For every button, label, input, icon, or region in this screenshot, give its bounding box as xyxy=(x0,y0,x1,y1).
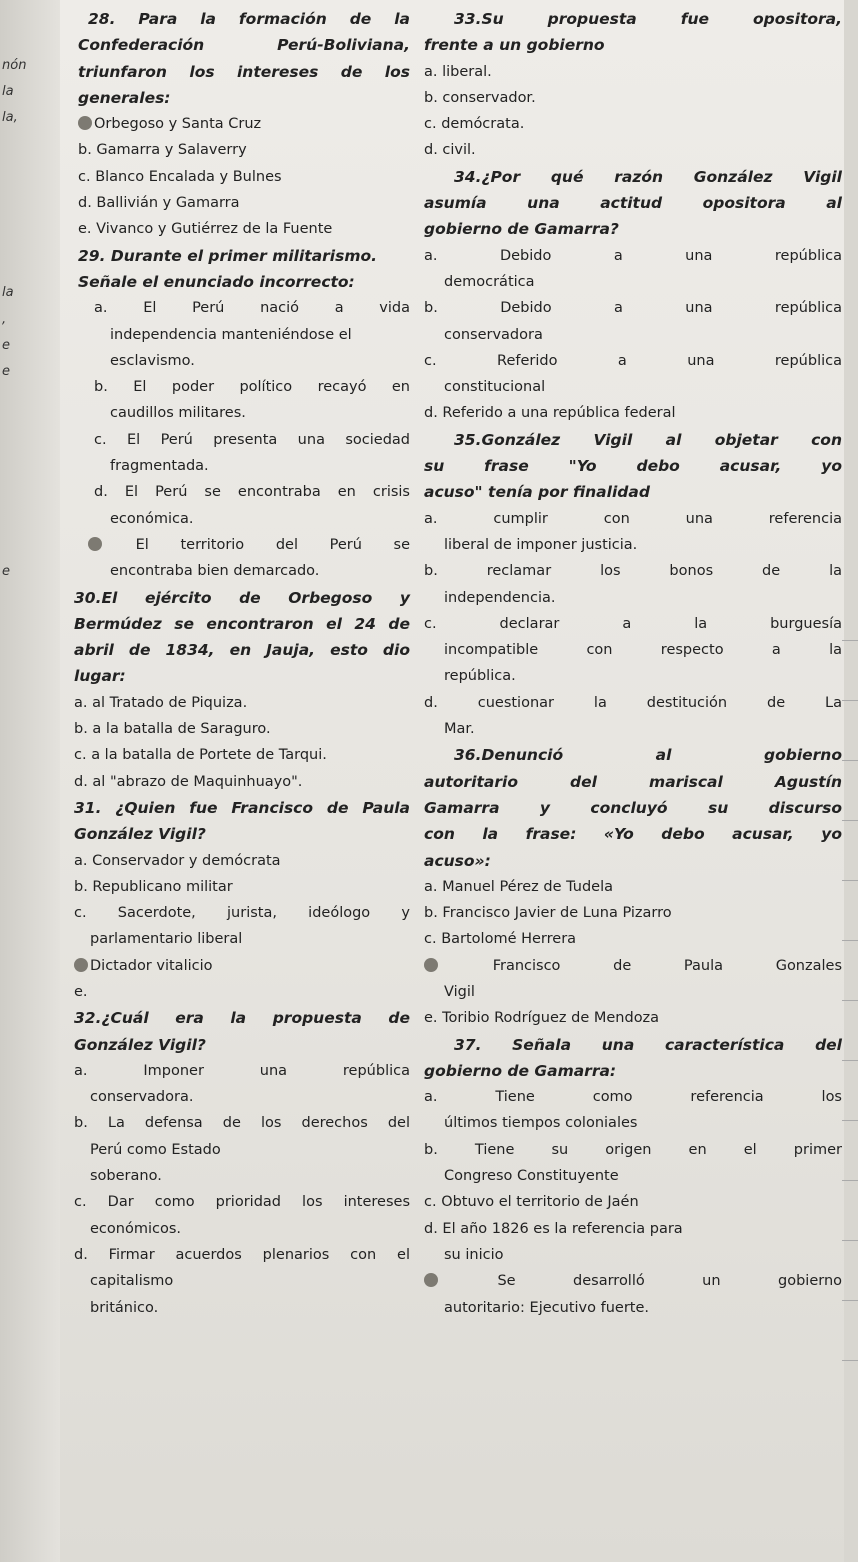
answer-option-c[interactable]: c. Blanco Encalada y Bulnes xyxy=(78,168,282,185)
right-page-margin xyxy=(844,0,858,1562)
answer-option-a[interactable]: a. Conservador y demócrata xyxy=(74,852,281,869)
question-text: 36.Denunció al gobierno xyxy=(454,746,842,765)
question-text: gobierno de Gamarra? xyxy=(424,220,619,239)
question-text: acuso" tenía por finalidad xyxy=(424,483,650,502)
question-text: 29. Durante el primer militarismo. xyxy=(78,246,378,265)
answer-option-e[interactable]: Se desarrolló un gobierno autoritario: Ejecutivo fuerte. xyxy=(424,1268,842,1321)
edge-fragment: e xyxy=(2,564,10,579)
question-35 xyxy=(424,427,842,743)
question-text: 28. Para la formación de la xyxy=(88,10,410,28)
answer-option-d[interactable]: d. Referido a una república federal xyxy=(424,405,676,422)
question-text: acuso»: xyxy=(424,851,491,870)
answer-option-c[interactable]: c. a la batalla de Portete de Tarqui. xyxy=(74,747,327,764)
left-column xyxy=(58,6,410,1321)
answer-option-e[interactable]: e. Vivanco y Gutiérrez de la Fuente xyxy=(78,221,333,238)
question-text: con la frase: «Yo debo acusar, yo xyxy=(424,825,842,844)
selected-mark-icon xyxy=(88,537,102,551)
answer-option-b[interactable]: b. Tiene su origen en el primer Congreso Constituyente xyxy=(424,1141,842,1185)
selected-mark-icon xyxy=(74,958,88,972)
question-text: 32.¿Cuál era la propuesta de xyxy=(74,1009,410,1028)
answer-option-c[interactable]: c. Sacerdote, jurista, ideólogo y parlamentario liberal xyxy=(74,905,410,948)
question-28 xyxy=(58,6,410,243)
edge-fragment: la, xyxy=(2,110,18,125)
answer-option-b[interactable]: b. Gamarra y Salaverry xyxy=(78,142,247,159)
edge-fragment: e xyxy=(2,338,10,353)
answer-option-c[interactable]: c. declarar a la burguesía incompatible con respecto a la república. xyxy=(424,615,842,685)
question-text: asumía una actitud opositora al xyxy=(424,194,842,213)
question-text: Bermúdez se encontraron el 24 de xyxy=(74,614,410,633)
answer-option-c[interactable]: c. demócrata. xyxy=(424,116,525,133)
answer-option-a[interactable]: a. cumplir con una referencia liberal de imponer justicia. xyxy=(424,510,842,553)
answer-option-d[interactable]: Francisco de Paula Gonzales Vigil xyxy=(424,953,842,1006)
answer-option-a[interactable]: Orbegoso y Santa Cruz xyxy=(58,111,410,137)
question-text: 35.González Vigil al objetar con xyxy=(454,430,842,449)
question-text: abril de 1834, en Jauja, esto dio xyxy=(74,641,410,660)
right-column xyxy=(424,6,842,1321)
answer-option-a[interactable]: a. Debido a una república democrática xyxy=(424,247,842,290)
answer-option-c[interactable]: c. Referido a una república constitucional xyxy=(424,352,842,396)
question-text: 31. ¿Quien fue Francisco de Paula xyxy=(74,798,410,817)
answer-option-c[interactable]: c. El Perú presenta una sociedad fragmentada. xyxy=(94,431,410,475)
answer-option-c[interactable]: c. Bartolomé Herrera xyxy=(424,931,577,948)
answer-option-e[interactable]: El territorio del Perú se encontraba bien demarcado. xyxy=(58,532,410,585)
question-37 xyxy=(424,1032,842,1321)
answer-option-b[interactable]: b. Debido a una república conservadora xyxy=(424,300,842,343)
answer-option-d[interactable]: d. Ballivián y Gamarra xyxy=(78,195,240,212)
question-32 xyxy=(58,1005,410,1321)
question-text: González Vigil? xyxy=(74,1035,206,1054)
question-text: su frase "Yo debo acusar, yo xyxy=(424,457,842,476)
answer-option-d[interactable]: d. civil. xyxy=(424,142,476,159)
question-text: lugar: xyxy=(74,667,126,686)
edge-fragment: la xyxy=(2,84,14,99)
answer-option-d[interactable]: d. El Perú se encontraba en crisis económica. xyxy=(94,484,410,527)
answer-option-a[interactable]: a. Manuel Pérez de Tudela xyxy=(424,878,613,895)
answer-option-a[interactable]: a. El Perú nació a vida independencia manteniéndose el esclavismo. xyxy=(94,300,410,369)
question-text: Señale el enunciado incorrecto: xyxy=(78,272,355,291)
question-text: Confederación Perú-Boliviana, xyxy=(78,36,410,55)
question-30 xyxy=(58,585,410,795)
answer-option-e[interactable]: e. Toribio Rodríguez de Mendoza xyxy=(424,1010,660,1027)
question-text: 37. Señala una característica del xyxy=(454,1035,842,1054)
selected-mark-icon xyxy=(424,1273,438,1287)
answer-option-d[interactable]: d. Firmar acuerdos plenarios con el capitalismo británico. xyxy=(74,1246,410,1316)
question-text: 30.El ejército de Orbegoso y xyxy=(74,588,410,607)
answer-option-b[interactable]: b. a la batalla de Saraguro. xyxy=(74,721,271,738)
edge-fragment: e xyxy=(2,364,10,379)
answer-option-b[interactable]: b. reclamar los bonos de la independencia. xyxy=(424,563,842,606)
answer-option-a[interactable]: a. Tiene como referencia los últimos tiempos coloniales xyxy=(424,1089,842,1132)
answer-option-d[interactable]: d. El año 1826 es la referencia para su inicio xyxy=(424,1220,683,1263)
answer-option-e[interactable]: e. xyxy=(74,983,88,1000)
answer-option-c[interactable]: c. Dar como prioridad los intereses económicos. xyxy=(74,1194,410,1237)
answer-option-b[interactable]: b. Republicano militar xyxy=(74,878,233,895)
question-29 xyxy=(58,243,410,585)
answer-option-a[interactable]: a. al Tratado de Piquiza. xyxy=(74,694,248,711)
answer-option-d[interactable]: d. cuestionar la destitución de La Mar. xyxy=(424,694,842,738)
left-page-margin xyxy=(0,0,60,1562)
answer-option-b[interactable]: b. Francisco Javier de Luna Pizarro xyxy=(424,905,672,922)
question-text: triunfaron los intereses de los xyxy=(78,62,410,81)
answer-option-d[interactable]: Dictador vitalicio xyxy=(58,953,410,979)
question-31 xyxy=(58,795,410,1005)
selected-mark-icon xyxy=(424,958,438,972)
answer-option-b[interactable]: b. La defensa de los derechos del Perú como Estado soberano. xyxy=(74,1115,410,1185)
question-text: generales: xyxy=(78,88,171,107)
answer-option-a[interactable]: a. liberal. xyxy=(424,63,492,80)
answer-option-c[interactable]: c. Obtuvo el territorio de Jaén xyxy=(424,1194,639,1211)
selected-mark-icon xyxy=(78,116,92,130)
question-text: autoritario del mariscal Agustín xyxy=(424,772,842,791)
question-text: frente a un gobierno xyxy=(424,36,605,55)
edge-fragment: nón xyxy=(2,58,27,73)
answer-option-b[interactable]: b. El poder político recayó en caudillos militares. xyxy=(94,379,410,422)
question-text: 34.¿Por qué razón González Vigil xyxy=(454,167,842,186)
question-text: González Vigil? xyxy=(74,825,206,844)
answer-option-a[interactable]: a. Imponer una república conservadora. xyxy=(74,1062,410,1106)
question-text: gobierno de Gamarra: xyxy=(424,1061,617,1080)
question-text: Gamarra y concluyó su discurso xyxy=(424,798,842,817)
question-34 xyxy=(424,164,842,427)
question-36 xyxy=(424,742,842,1031)
edge-fragment: , xyxy=(2,312,7,327)
question-text: 33.Su propuesta fue opositora, xyxy=(454,10,842,28)
edge-fragment: la xyxy=(2,285,14,300)
answer-option-d[interactable]: d. al "abrazo de Maquinhuayo". xyxy=(74,773,303,790)
answer-option-b[interactable]: b. conservador. xyxy=(424,89,536,106)
question-33 xyxy=(424,6,842,164)
